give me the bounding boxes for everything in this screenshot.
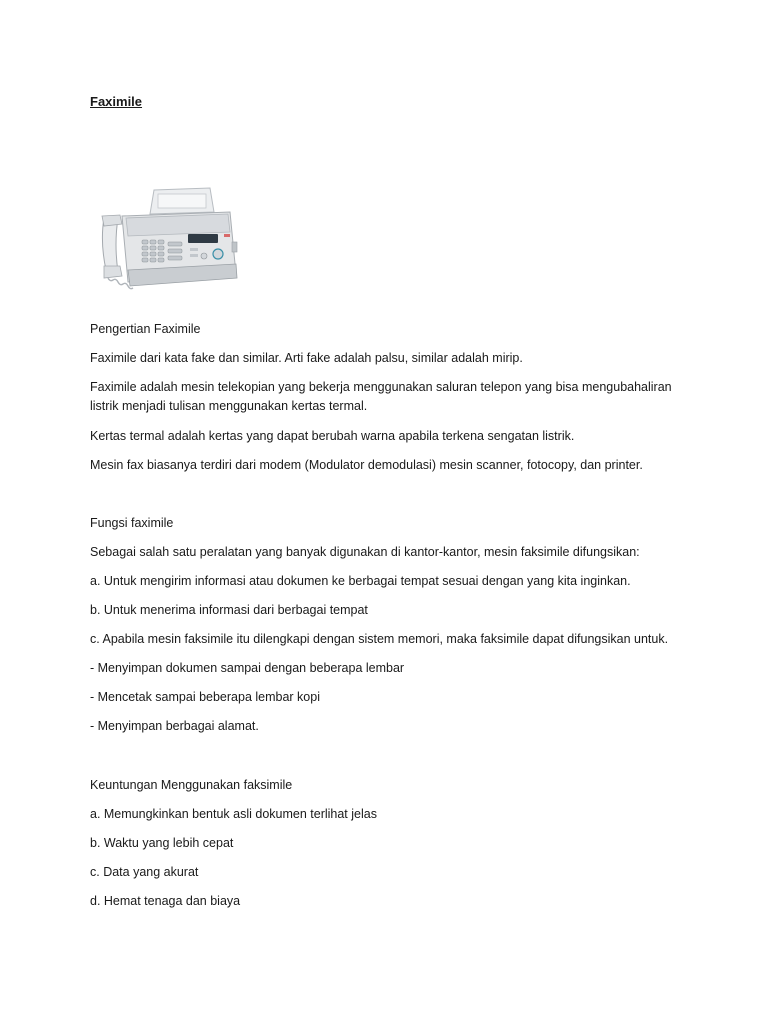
- paragraph: Kertas termal adalah kertas yang dapat berubah warna apabila terkena sengatan listrik.: [90, 429, 575, 443]
- sub-list-item: - Menyimpan dokumen sampai dengan beberapa lembar: [90, 661, 405, 675]
- list-item: c. Data yang akurat: [90, 865, 199, 879]
- document-title: Faximile: [90, 94, 143, 109]
- list-item: d. Hemat tenaga dan biaya: [90, 894, 241, 908]
- section-heading-pengertian: Pengertian Faximile: [90, 322, 201, 336]
- list-item: b. Waktu yang lebih cepat: [90, 836, 234, 850]
- section-heading-keuntungan: Keuntungan Menggunakan faksimile: [90, 778, 293, 792]
- paragraph: Sebagai salah satu peralatan yang banyak digunakan di kantor-kantor, mesin faksimile difungsikan:: [90, 545, 640, 559]
- sub-list-item: - Menyimpan berbagai alamat.: [90, 719, 259, 733]
- fax-machine-image: [92, 182, 242, 294]
- paragraph: Faximile dari kata fake dan similar. Arti fake adalah palsu, similar adalah mirip.: [90, 351, 523, 365]
- section-heading-fungsi: Fungsi faximile: [90, 516, 174, 530]
- sub-list-item: - Mencetak sampai beberapa lembar kopi: [90, 690, 320, 704]
- list-item: c. Apabila mesin faksimile itu dilengkapi dengan sistem memori, maka faksimile dapat difungsikan untuk.: [90, 632, 669, 646]
- list-item: b. Untuk menerima informasi dari berbagai tempat: [90, 603, 368, 617]
- list-item: a. Memungkinkan bentuk asli dokumen terlihat jelas: [90, 807, 377, 821]
- list-item: a. Untuk mengirim informasi atau dokumen ke berbagai tempat sesuai dengan yang kita inginkan.: [90, 574, 631, 588]
- paragraph: Mesin fax biasanya terdiri dari modem (Modulator demodulasi) mesin scanner, fotocopy, dan printer.: [90, 458, 643, 472]
- paragraph: Faximile adalah mesin telekopian yang bekerja menggunakan saluran telepon yang bisa mengubahaliran listrik menjadi tulisan menggunakan kertas termal.: [90, 380, 672, 413]
